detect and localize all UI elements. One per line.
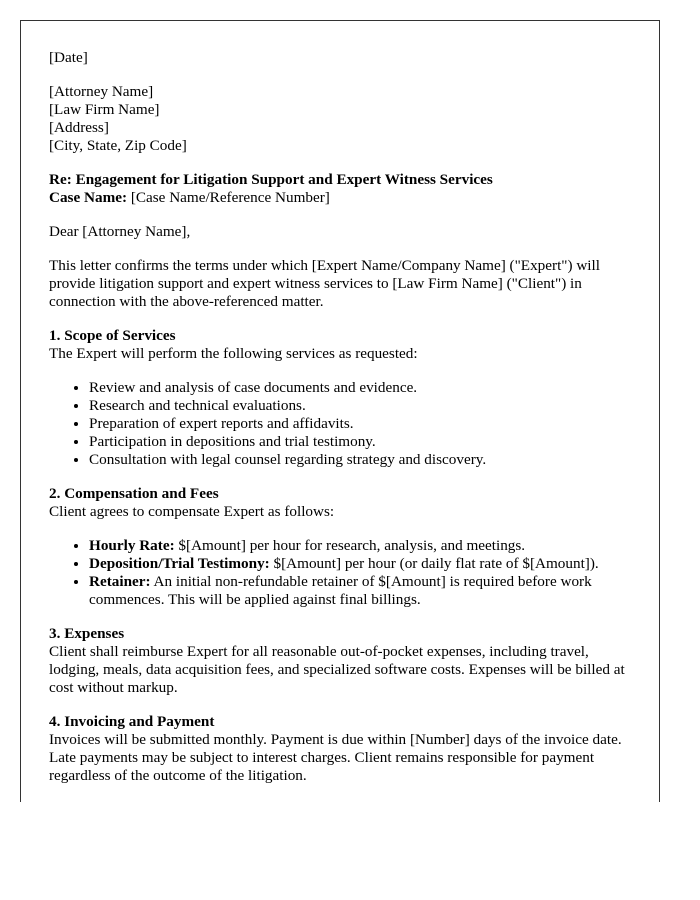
recipient-city-state-zip: [City, State, Zip Code] [49,137,187,154]
list-item [89,555,631,573]
section-expenses [49,625,631,697]
recipient-address [49,83,631,155]
list-item: • Consultation with legal counsel regarding strategy and discovery. [89,451,631,469]
section-intro: The Expert will perform the following services as requested: [49,345,418,362]
section-heading: 2. Compensation and Fees [49,485,219,502]
section-scope [49,327,631,469]
section-body: Client shall reimburse Expert for all reasonable out-of-pocket expenses, including travel, lodging, meals, data acquisition fees, and specialized software costs. Expenses will be billed at cost without markup. [49,643,625,696]
list-item: • Review and analysis of case documents and evidence. [89,379,631,397]
list-item: • Preparation of expert reports and affidavits. [89,415,631,433]
compensation-list [49,537,631,609]
section-heading: 3. Expenses [49,625,125,642]
case-name-value: [Case Name/Reference Number] [130,189,330,206]
list-item: • Research and technical evaluations. [89,397,631,415]
recipient-attorney-name: [Attorney Name] [49,83,154,100]
subject-re-line: Re: Engagement for Litigation Support and Expert Witness Services [49,171,493,188]
fee-text: An initial non-refundable retainer of $[Amount] is required before work commences. This will be applied against final billings. [89,573,592,608]
section-body: Invoices will be submitted monthly. Payment is due within [Number] days of the invoice date. Late payments may be subject to interest charges. Client remains responsible for payment regardless of the outcome of the litigation. [49,731,622,784]
case-name-line [49,189,631,207]
intro-paragraph: This letter confirms the terms under which [Expert Name/Company Name] ("Expert") will provide litigation support and expert witness services to [Law Firm Name] ("Client") in connection with the above-referenced matter. [49,257,600,310]
subject-block [49,171,631,207]
fee-label: Deposition/Trial Testimony: [89,555,270,572]
letter-page [20,20,660,802]
section-invoicing [49,713,631,785]
section-heading: 1. Scope of Services [49,327,176,344]
scope-list [49,379,631,469]
letter-date: [Date] [49,49,88,66]
section-heading: 4. Invoicing and Payment [49,713,215,730]
case-name-label: Case Name: [49,189,128,206]
section-intro: Client agrees to compensate Expert as follows: [49,503,335,520]
recipient-law-firm: [Law Firm Name] [49,101,160,118]
recipient-address-line: [Address] [49,119,109,136]
list-item [89,573,631,609]
fee-label: Retainer: [89,573,151,590]
fee-text: $[Amount] per hour (or daily flat rate of $[Amount]). [269,555,599,572]
fee-text: $[Amount] per hour for research, analysis, and meetings. [174,537,526,554]
list-item [89,537,631,555]
section-compensation [49,485,631,609]
list-item: • Participation in depositions and trial testimony. [89,433,631,451]
fee-label: Hourly Rate: [89,537,175,554]
salutation: Dear [Attorney Name], [49,223,191,240]
